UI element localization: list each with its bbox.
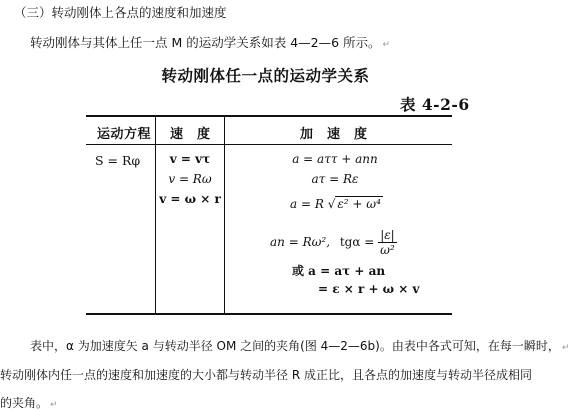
motion-equation: S = Rφ [95, 153, 141, 168]
footer-line-3 [0, 394, 58, 411]
footer-line-2: 转动刚体内任一点的速度和加速度的大小都与转动半径 R 成正比，且各点的加速度与转动半径成相同 [0, 368, 532, 382]
or-acceleration-vector: 或 a = aτ + an [292, 264, 386, 278]
velocity-magnitude: v = Rω [168, 172, 212, 186]
tg-numerator: |ε| [378, 228, 397, 243]
table-top-rule [86, 115, 452, 117]
table-col-divider-2 [224, 115, 225, 314]
paragraph-mark: ↵ [50, 400, 58, 410]
table-bottom-rule [86, 313, 452, 315]
header-velocity: 速 度 [170, 127, 211, 142]
normal-acceleration: an = Rω², [270, 235, 331, 249]
footer-line-3-text: 的夹角。 [0, 396, 49, 410]
acceleration-vector: a = aττ + ann [292, 152, 378, 166]
footer-line-1 [30, 337, 569, 354]
header-equation: 运动方程 [97, 127, 152, 142]
table-title: 转动刚体任一点的运动学关系 [161, 67, 370, 85]
table-col-divider-1 [155, 115, 156, 314]
footer-line-1-text: 表中，α 为加速度矢 a 与转动半径 OM 之间的夹角(图 4—2—6b)。由表中各式可知，在每一瞬时， [30, 339, 560, 353]
tg-denominator: ω² [380, 243, 395, 257]
acceleration-magnitude [290, 197, 383, 211]
or-acceleration-expanded: = ε × r + ω × v [318, 282, 420, 296]
sqrt-radicand: ε² + ω⁴ [337, 197, 381, 211]
tangential-acceleration: aτ = Rε [311, 172, 359, 186]
tg-fraction [378, 228, 397, 257]
header-acceleration: 加 速 度 [300, 127, 368, 142]
intro-sentence: 转动刚体与其体上任一点 M 的运动学关系如表 4—2—6 所示。 [30, 35, 381, 50]
sqrt-sign: √ [327, 197, 336, 211]
paragraph-mark: ↵ [561, 343, 569, 353]
section-heading: （三）转动刚体上各点的速度和加速度 [14, 5, 227, 20]
paragraph-mark: ↵ [382, 40, 391, 50]
table-number: 表 4-2-6 [400, 95, 470, 114]
velocity-vector: v = vτ [169, 152, 211, 166]
tg-prefix: tgα = [339, 235, 375, 249]
table-header-rule [86, 144, 452, 145]
velocity-cross: v = ω × r [159, 192, 221, 206]
acceleration-magnitude-prefix: a = R [290, 197, 324, 211]
normal-acceleration-row [270, 228, 397, 257]
intro-text [30, 33, 390, 51]
